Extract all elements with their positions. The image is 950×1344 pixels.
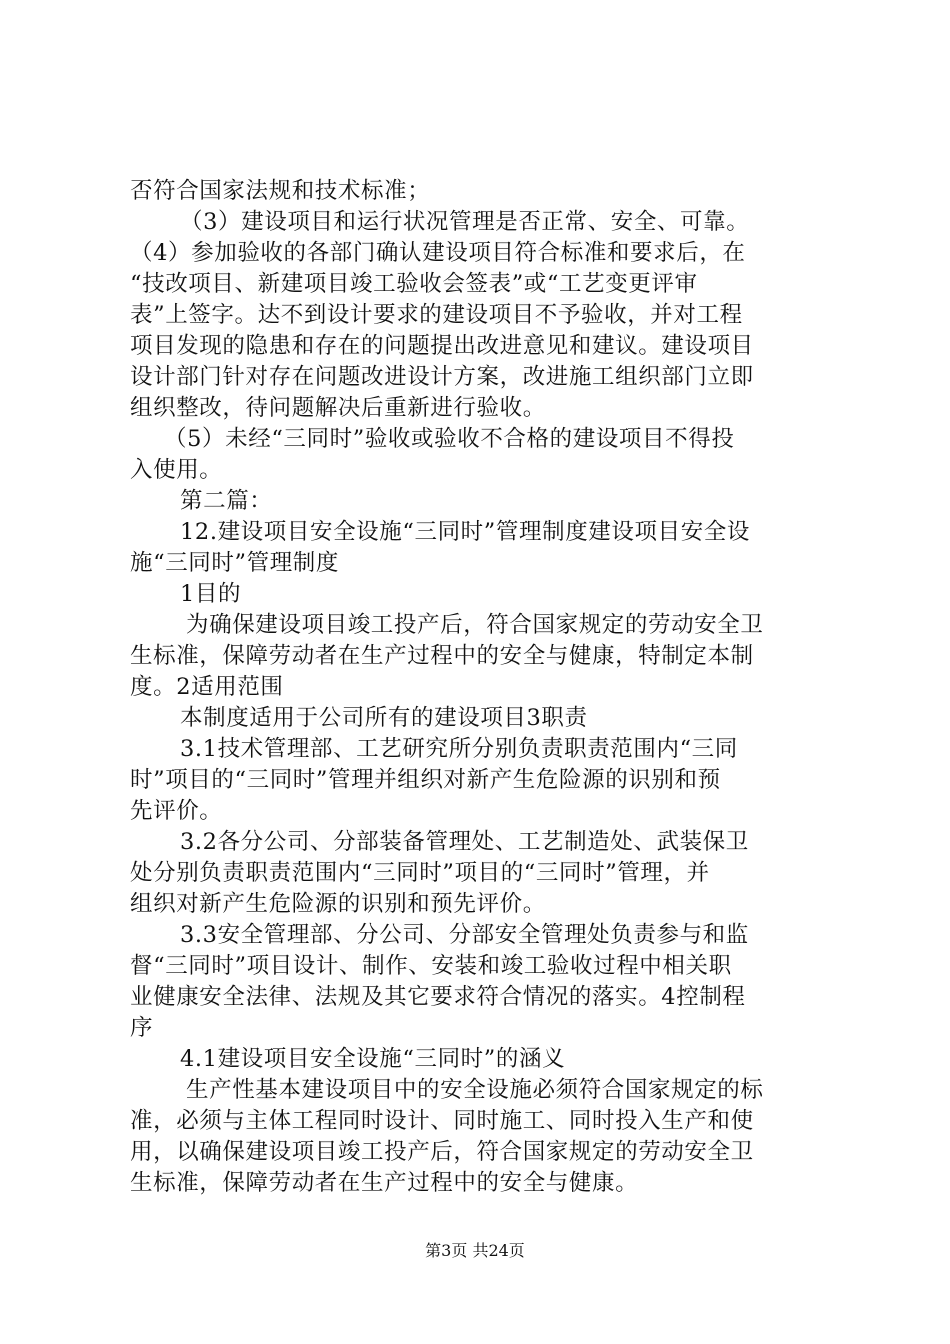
text-line: 3.1技术管理部、工艺研究所分别负责职责范围内“三同 (180, 736, 738, 762)
text-line: 设计部门针对存在问题改进设计方案，改进施工组织部门立即 (130, 364, 754, 390)
text-line: 组织整改，待问题解决后重新进行验收。 (130, 395, 546, 421)
text-line: 度。2适用范围 (130, 674, 284, 700)
text-line: 项目发现的隐患和存在的问题提出改进意见和建议。建设项目 (130, 333, 754, 359)
page-number-footer: 第3页 共24页 (425, 1241, 525, 1260)
text-line: 本制度适用于公司所有的建设项目3职责 (180, 705, 588, 731)
text-line: 1目的 (180, 581, 242, 607)
text-line: 表”上签字。达不到设计要求的建设项目不予验收，并对工程 (130, 302, 743, 328)
section-heading: 第二篇： (180, 488, 273, 514)
text-line: 序 (130, 1015, 154, 1041)
text-line: 准，必须与主体工程同时设计、同时施工、同时投入生产和使 (130, 1108, 754, 1134)
text-line: （4）参加验收的各部门确认建设项目符合标准和要求后，在 (130, 240, 746, 266)
text-line: 4.1建设项目安全设施“三同时”的涵义 (180, 1046, 566, 1072)
text-line: “技改项目、新建项目竣工验收会签表”或“工艺变更评审 (130, 271, 698, 297)
text-line: （3）建设项目和运行状况管理是否正常、安全、可靠。 (180, 209, 750, 235)
text-line: 施“三同时”管理制度 (130, 550, 340, 576)
text-line: 入使用。 (130, 457, 223, 483)
text-line: 否符合国家法规和技术标准； (130, 178, 431, 204)
text-line: 生标准，保障劳动者在生产过程中的安全与健康。 (130, 1170, 639, 1196)
text-line: （5）未经“三同时”验收或验收不合格的建设项目不得投 (164, 426, 735, 452)
text-line: 先评价。 (130, 798, 223, 824)
text-line: 时”项目的“三同时”管理并组织对新产生危险源的识别和预 (130, 767, 721, 793)
text-line: 生产性基本建设项目中的安全设施必须符合国家规定的标 (186, 1077, 764, 1103)
text-line: 生标准，保障劳动者在生产过程中的安全与健康，特制定本制 (130, 643, 754, 669)
text-line: 3.2各分公司、分部装备管理处、工艺制造处、武装保卫 (180, 829, 749, 855)
text-line: 用，以确保建设项目竣工投产后，符合国家规定的劳动安全卫 (130, 1139, 754, 1165)
text-line: 12.建设项目安全设施“三同时”管理制度建设项目安全设 (180, 519, 750, 545)
text-line: 业健康安全法律、法规及其它要求符合情况的落实。4控制程 (130, 984, 746, 1010)
text-line: 处分别负责职责范围内“三同时”项目的“三同时”管理，并 (130, 860, 710, 886)
text-line: 组织对新产生危险源的识别和预先评价。 (130, 891, 546, 917)
text-line: 3.3安全管理部、分公司、分部安全管理处负责参与和监 (180, 922, 749, 948)
text-line: 督“三同时”项目设计、制作、安装和竣工验收过程中相关职 (130, 953, 732, 979)
text-line: 为确保建设项目竣工投产后，符合国家规定的劳动安全卫 (186, 612, 764, 638)
